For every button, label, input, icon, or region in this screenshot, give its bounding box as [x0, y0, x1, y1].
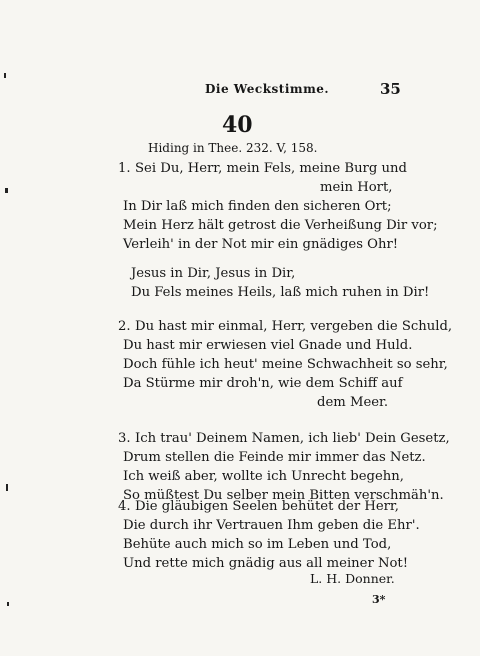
signature-mark: 3* [372, 593, 386, 606]
author-attribution: L. H. Donner. [310, 571, 395, 586]
verse-line: Die durch ihr Vertrauen Ihm geben die Ehr'. [123, 518, 420, 533]
verse-line: Sei Du, Herr, mein Fels, meine Burg und [135, 161, 407, 176]
page-number: 35 [380, 80, 401, 98]
verse-line: Ich trau' Deinem Namen, ich lieb' Dein Gesetz, [135, 431, 450, 446]
running-header-title: Die Weckstimme. [205, 82, 330, 96]
verse-line: Die gläubigen Seelen behütet der Herr, [135, 499, 399, 514]
verse-line: Du hast mir einmal, Herr, vergeben die Schuld, [135, 319, 453, 334]
scan-mark [4, 73, 6, 78]
verse-number-4: 4. [118, 499, 131, 514]
verse-line: Doch fühle ich heut' meine Schwachheit so sehr, [123, 357, 448, 372]
scan-mark [7, 602, 9, 606]
verse-line: dem Meer. [317, 395, 389, 410]
tune-reference: Hiding in Thee. 232. V, 158. [148, 141, 318, 155]
verse-line: Du hast mir erwiesen viel Gnade und Huld. [123, 338, 413, 353]
verse-line: Da Stürme mir droh'n, wie dem Schiff auf [123, 376, 403, 391]
verse-line: In Dir laß mich finden den sicheren Ort; [123, 199, 392, 214]
verse-line: Und rette mich gnädig aus all meiner Not! [123, 556, 409, 571]
refrain-line: Jesus in Dir, Jesus in Dir, [131, 266, 296, 281]
verse-line: Ich weiß aber, wollte ich Unrecht begehn, [123, 469, 404, 484]
verse-number-3: 3. [118, 431, 131, 446]
verse-line: mein Hort, [320, 180, 393, 195]
scan-mark [5, 188, 8, 193]
verse-line: Drum stellen die Feinde mir immer das Netz. [123, 450, 426, 465]
refrain-line: Du Fels meines Heils, laß mich ruhen in Dir! [131, 285, 430, 300]
verse-number-1: 1. [118, 161, 131, 176]
scan-mark [6, 484, 8, 491]
verse-number-2: 2. [118, 319, 131, 334]
hymn-number: 40 [222, 112, 253, 138]
verse-line: Mein Herz hält getrost die Verheißung Dir vor; [123, 218, 438, 233]
verse-line: Verleih' in der Not mir ein gnädiges Ohr! [123, 237, 399, 252]
verse-line: Behüte auch mich so im Leben und Tod, [123, 537, 392, 552]
verse-line: So müßtest Du selber mein Bitten verschmäh'n. [123, 488, 444, 503]
